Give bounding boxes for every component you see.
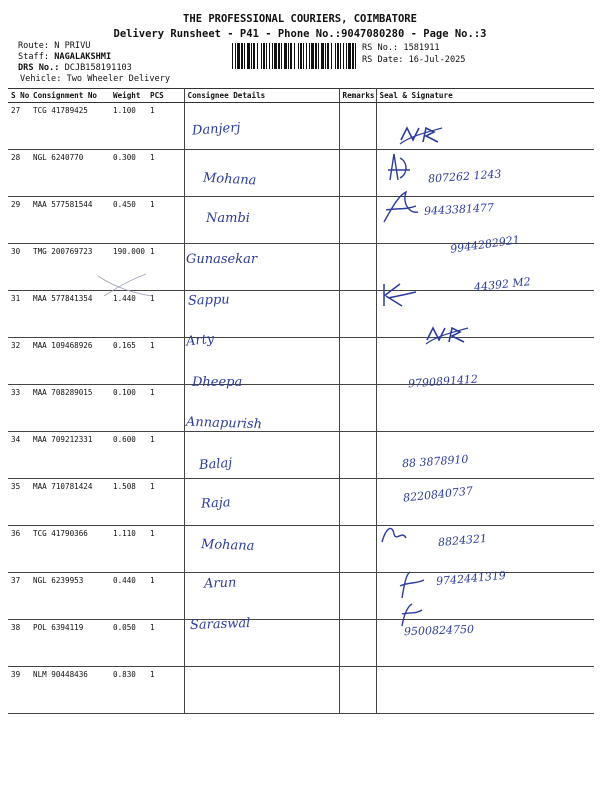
consignment-number: MAA 577841354 bbox=[30, 291, 110, 338]
handwritten-phone-number: 9443381477 bbox=[423, 201, 495, 218]
pcs-value: 1 bbox=[147, 573, 184, 620]
table-header-row bbox=[8, 89, 594, 103]
header-weight: Weight bbox=[110, 89, 147, 103]
barcode-bar bbox=[251, 43, 252, 69]
handwritten-phone-number: 9500824750 bbox=[403, 622, 475, 639]
barcode-bar bbox=[300, 43, 302, 69]
consignment-number: NGL 6239953 bbox=[30, 573, 110, 620]
pcs-value: 1 bbox=[147, 103, 184, 150]
pcs-value: 1 bbox=[147, 338, 184, 385]
handwritten-consignee-name: Arty bbox=[185, 331, 215, 350]
serial-number: 39 bbox=[8, 667, 30, 714]
header-sno: S No bbox=[8, 89, 30, 103]
table-row bbox=[8, 338, 594, 385]
handwritten-consignee-name: Gunasekar bbox=[186, 252, 258, 267]
company-title: THE PROFESSIONAL COURIERS, COIMBATORE bbox=[183, 13, 417, 25]
consignment-number: MAA 577581544 bbox=[30, 197, 110, 244]
consignment-number: MAA 109468926 bbox=[30, 338, 110, 385]
handwritten-phone-number: 9790891412 bbox=[407, 372, 479, 391]
weight-value: 0.440 bbox=[110, 573, 147, 620]
serial-number: 32 bbox=[8, 338, 30, 385]
serial-number: 29 bbox=[8, 197, 30, 244]
remarks-cell bbox=[339, 479, 376, 526]
table-row bbox=[8, 150, 594, 197]
handwritten-consignee-name: Raja bbox=[200, 495, 231, 512]
consignment-number: POL 6394119 bbox=[30, 620, 110, 667]
barcode-bar bbox=[327, 43, 329, 69]
remarks-cell bbox=[339, 667, 376, 714]
serial-number: 27 bbox=[8, 103, 30, 150]
barcode-bar bbox=[355, 43, 356, 69]
vehicle-text: Vehicle: Two Wheeler Delivery bbox=[20, 74, 171, 84]
table-row bbox=[8, 479, 594, 526]
pcs-value: 1 bbox=[147, 432, 184, 479]
header-pcs: PCS bbox=[147, 89, 184, 103]
rs-date: RS Date: 16-Jul-2025 bbox=[362, 55, 466, 65]
barcode-bar bbox=[244, 43, 245, 69]
weight-value: 0.300 bbox=[110, 150, 147, 197]
pcs-value: 1 bbox=[147, 526, 184, 573]
table-row bbox=[8, 103, 594, 150]
barcode-bar bbox=[343, 43, 344, 69]
consignment-number: MAA 709212331 bbox=[30, 432, 110, 479]
barcode-bar bbox=[278, 43, 280, 69]
barcode-bar bbox=[274, 43, 277, 69]
remarks-cell bbox=[339, 103, 376, 150]
consignee-cell bbox=[184, 244, 339, 291]
remarks-cell bbox=[339, 197, 376, 244]
serial-number: 34 bbox=[8, 432, 30, 479]
weight-value: 0.165 bbox=[110, 338, 147, 385]
remarks-cell bbox=[339, 291, 376, 338]
weight-value: 0.600 bbox=[110, 432, 147, 479]
serial-number: 35 bbox=[8, 479, 30, 526]
runsheet-table bbox=[8, 88, 594, 714]
handwritten-phone-number: 44392 M2 bbox=[473, 275, 532, 294]
handwritten-phone-number: 88 3878910 bbox=[401, 452, 469, 471]
staff-line bbox=[18, 52, 111, 62]
handwritten-phone-number: 8824321 bbox=[437, 531, 488, 550]
handwritten-consignee-name: Balaj bbox=[198, 455, 233, 474]
weight-value: 0.830 bbox=[110, 667, 147, 714]
barcode-bar bbox=[253, 43, 255, 69]
barcode-bar bbox=[346, 43, 347, 69]
signature-cell bbox=[376, 103, 594, 150]
staff-label: Staff: bbox=[18, 52, 50, 62]
pcs-value: 1 bbox=[147, 291, 184, 338]
header-consignee: Consignee Details bbox=[184, 89, 339, 103]
drs-line bbox=[18, 63, 132, 73]
barcode-bar bbox=[269, 43, 270, 69]
pcs-value: 1 bbox=[147, 385, 184, 432]
barcode-bar bbox=[290, 43, 292, 69]
handwritten-consignee-name: Danjerj bbox=[191, 120, 241, 139]
route-text: Route: N PRIVU bbox=[18, 41, 91, 51]
serial-number: 33 bbox=[8, 385, 30, 432]
barcode-bar bbox=[325, 43, 326, 69]
pcs-value: 1 bbox=[147, 244, 184, 291]
consignment-number: TCG 41790366 bbox=[30, 526, 110, 573]
serial-number: 38 bbox=[8, 620, 30, 667]
rs-number: RS No.: 1581911 bbox=[362, 43, 440, 53]
remarks-cell bbox=[339, 150, 376, 197]
pcs-value: 1 bbox=[147, 667, 184, 714]
handwritten-consignee-name: Saraswal bbox=[189, 615, 251, 634]
handwritten-phone-number: 8220840737 bbox=[402, 484, 474, 505]
consignment-number: NLM 90448436 bbox=[30, 667, 110, 714]
remarks-cell bbox=[339, 432, 376, 479]
weight-value: 0.100 bbox=[110, 385, 147, 432]
barcode-bar bbox=[352, 43, 354, 69]
consignment-number: MAA 710781424 bbox=[30, 479, 110, 526]
signature-cell bbox=[376, 291, 594, 338]
barcode-bar bbox=[318, 43, 319, 69]
barcode-bar bbox=[331, 43, 332, 69]
barcode-bar bbox=[232, 43, 233, 69]
weight-value: 1.110 bbox=[110, 526, 147, 573]
signature-cell bbox=[376, 432, 594, 479]
barcode-bar bbox=[337, 43, 339, 69]
barcode-bar bbox=[294, 43, 295, 69]
barcode-bar bbox=[348, 43, 351, 69]
weight-value: 1.440 bbox=[110, 291, 147, 338]
barcode-bar bbox=[306, 43, 307, 69]
barcode-bar bbox=[315, 43, 317, 69]
consignment-number: NGL 6240770 bbox=[30, 150, 110, 197]
pcs-value: 1 bbox=[147, 150, 184, 197]
serial-number: 31 bbox=[8, 291, 30, 338]
handwritten-consignee-name: Mohana bbox=[202, 170, 257, 189]
remarks-cell bbox=[339, 244, 376, 291]
barcode bbox=[232, 43, 356, 69]
consignment-number: MAA 708289015 bbox=[30, 385, 110, 432]
handwritten-consignee-name: Annapurish bbox=[185, 414, 263, 433]
table-row bbox=[8, 526, 594, 573]
consignment-number: TMG 200769723 bbox=[30, 244, 110, 291]
weight-value: 0.450 bbox=[110, 197, 147, 244]
pcs-value: 1 bbox=[147, 197, 184, 244]
handwritten-consignee-name: Dheepa bbox=[192, 375, 243, 390]
barcode-bar bbox=[272, 43, 273, 69]
pcs-value: 1 bbox=[147, 479, 184, 526]
serial-number: 37 bbox=[8, 573, 30, 620]
barcode-bar bbox=[263, 43, 265, 69]
pcs-value: 1 bbox=[147, 620, 184, 667]
drs-value: DCJB158191103 bbox=[64, 63, 132, 73]
table-row bbox=[8, 667, 594, 714]
barcode-bar bbox=[235, 43, 236, 69]
serial-number: 36 bbox=[8, 526, 30, 573]
barcode-bar bbox=[311, 43, 314, 69]
barcode-bar bbox=[298, 43, 299, 69]
table-row bbox=[8, 385, 594, 432]
handwritten-consignee-name: Arun bbox=[203, 575, 237, 592]
weight-value: 190.000 bbox=[110, 244, 147, 291]
remarks-cell bbox=[339, 573, 376, 620]
barcode-bar bbox=[321, 43, 324, 69]
drs-label: DRS No.: bbox=[18, 63, 60, 73]
remarks-cell bbox=[339, 338, 376, 385]
barcode-bar bbox=[237, 43, 240, 69]
runsheet-subtitle: Delivery Runsheet - P41 - Phone No.:9047080280 - Page No.:3 bbox=[113, 28, 487, 40]
signature-cell bbox=[376, 385, 594, 432]
barcode-bar bbox=[335, 43, 336, 69]
consignee-cell bbox=[184, 667, 339, 714]
barcode-bar bbox=[288, 43, 289, 69]
barcode-bar bbox=[241, 43, 243, 69]
consignment-number: TCG 41789425 bbox=[30, 103, 110, 150]
table-row bbox=[8, 432, 594, 479]
serial-number: 28 bbox=[8, 150, 30, 197]
barcode-bar bbox=[284, 43, 287, 69]
barcode-bar bbox=[247, 43, 250, 69]
remarks-cell bbox=[339, 620, 376, 667]
handwritten-phone-number: 807262 1243 bbox=[427, 167, 502, 186]
handwritten-consignee-name: Mohana bbox=[200, 537, 255, 554]
table-row bbox=[8, 620, 594, 667]
barcode-bar bbox=[309, 43, 310, 69]
handwritten-consignee-name: Nambi bbox=[206, 211, 250, 226]
barcode-bar bbox=[261, 43, 262, 69]
weight-value: 0.050 bbox=[110, 620, 147, 667]
handwritten-phone-number: 9944282921 bbox=[449, 233, 521, 256]
weight-value: 1.508 bbox=[110, 479, 147, 526]
staff-value: NAGALAKSHMI bbox=[54, 52, 112, 62]
barcode-bar bbox=[257, 43, 258, 69]
serial-number: 30 bbox=[8, 244, 30, 291]
header-consignment: Consignment No bbox=[30, 89, 110, 103]
weight-value: 1.100 bbox=[110, 103, 147, 150]
table-row bbox=[8, 291, 594, 338]
barcode-bar bbox=[303, 43, 304, 69]
barcode-bar bbox=[340, 43, 341, 69]
remarks-cell bbox=[339, 526, 376, 573]
header-seal: Seal & Signature bbox=[376, 89, 594, 103]
barcode-bar bbox=[281, 43, 282, 69]
signature-cell bbox=[376, 667, 594, 714]
barcode-bar bbox=[266, 43, 267, 69]
handwritten-consignee-name: Sappu bbox=[187, 292, 230, 309]
header-remarks: Remarks bbox=[339, 89, 376, 103]
handwritten-phone-number: 9742441319 bbox=[435, 568, 507, 589]
remarks-cell bbox=[339, 385, 376, 432]
